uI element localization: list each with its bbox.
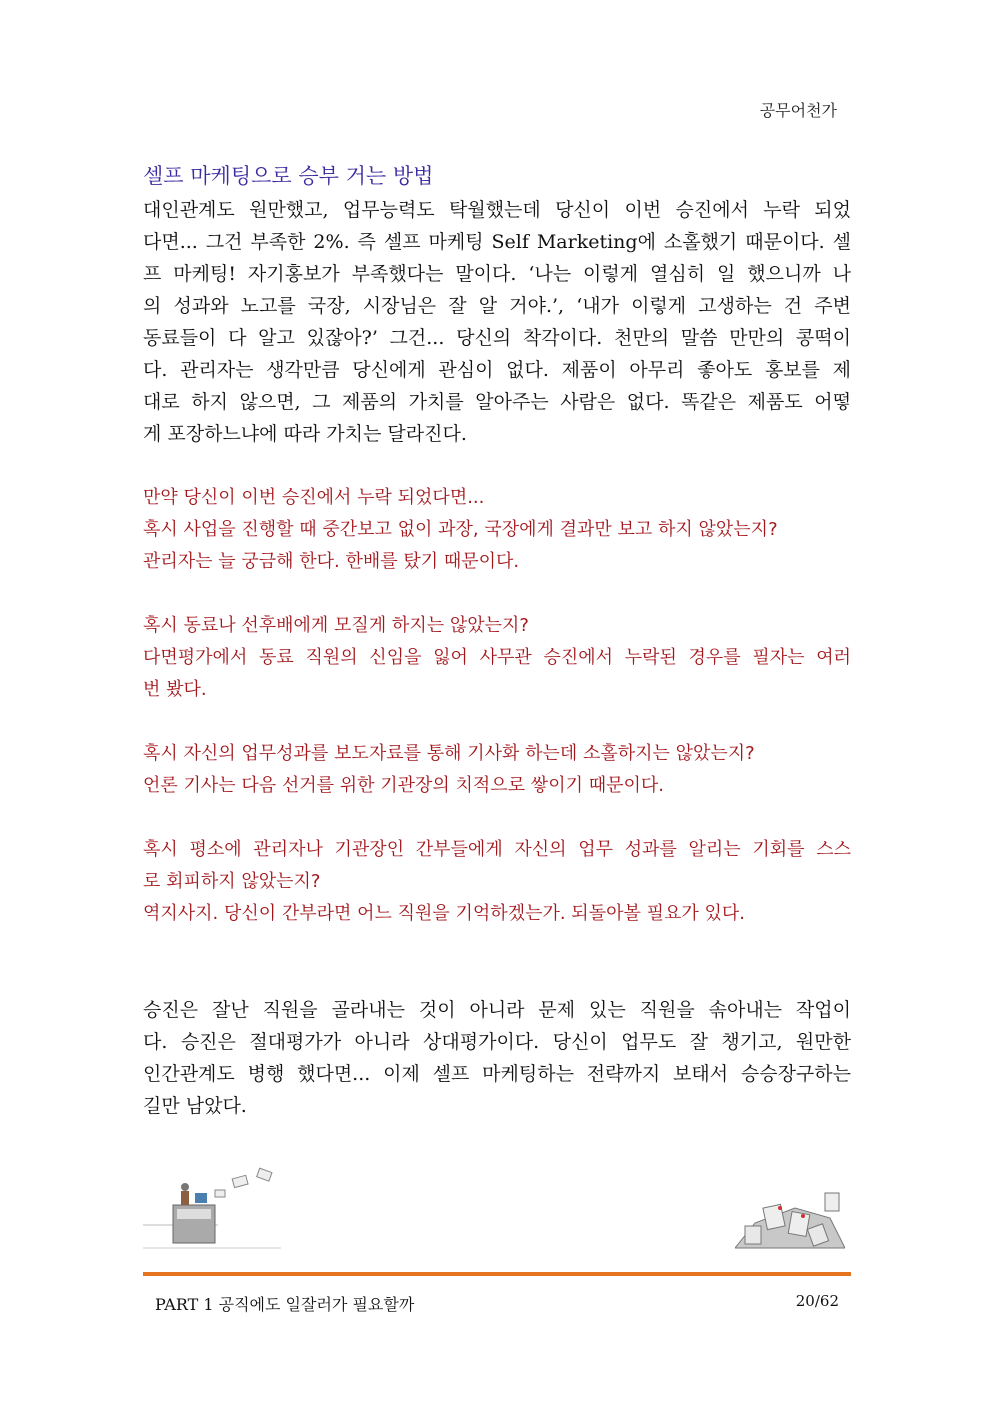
text-line: 프 마케팅! 자기홍보가 부족했다는 말이다. ‘나는 이렇게 열심히 일 했으니까 나 bbox=[143, 263, 851, 285]
text-line: 혹시 자신의 업무성과를 보도자료를 통해 기사화 하는데 소홀하지는 않았는지? bbox=[143, 743, 755, 764]
footer-part-title: PART 1 공직에도 일잘러가 필요할까 bbox=[155, 1295, 415, 1314]
paper-pile-illustration bbox=[735, 1188, 845, 1250]
text-line: 길만 남았다. bbox=[143, 1095, 247, 1117]
running-header: 공무어천가 bbox=[759, 101, 837, 120]
text-line: 대로 하지 않으면, 그 제품의 가치를 알아주는 사람은 없다. 똑같은 제품도 어떻 bbox=[143, 391, 851, 413]
text-line: 대인관계도 원만했고, 업무능력도 탁월했는데 당신이 이번 승진에서 누락 되었 bbox=[143, 199, 851, 221]
page-number: 20/62 bbox=[795, 1292, 839, 1310]
callout-1 bbox=[143, 482, 851, 578]
text-line: 인간관계도 병행 했다면... 이제 셀프 마케팅하는 전략까지 보태서 승승장구하는 bbox=[143, 1063, 851, 1085]
text-line: 언론 기사는 다음 선거를 위한 기관장의 치적으로 쌓이기 때문이다. bbox=[143, 775, 664, 796]
page-content bbox=[143, 160, 851, 1122]
callout-4 bbox=[143, 834, 851, 930]
closing-paragraph bbox=[143, 994, 851, 1122]
text-line: 게 포장하느냐에 따라 가치는 달라진다. bbox=[143, 423, 467, 445]
text-line: 번 봤다. bbox=[143, 679, 207, 700]
callout-3 bbox=[143, 738, 851, 802]
text-line: 혹시 평소에 관리자나 기관장인 간부들에게 자신의 업무 성과를 알리는 기회를 스스 bbox=[143, 839, 851, 860]
section-title: 셀프 마케팅으로 승부 거는 방법 bbox=[143, 164, 434, 188]
text-line: 로 회피하지 않았는지? bbox=[143, 871, 321, 892]
text-line: 혹시 동료나 선후배에게 모질게 하지는 않았는지? bbox=[143, 615, 529, 636]
text-line: 만약 당신이 이번 승진에서 누락 되었다면... bbox=[143, 487, 485, 508]
text-line: 다. 관리자는 생각만큼 당신에게 관심이 없다. 제품이 아무리 좋아도 홍보를 제 bbox=[143, 359, 851, 381]
office-worker-illustration bbox=[143, 1165, 283, 1251]
text-line: 역지사지. 당신이 간부라면 어느 직원을 기억하겠는가. 되돌아볼 필요가 있다. bbox=[143, 903, 745, 924]
text-line: 동료들이 다 알고 있잖아?’ 그건... 당신의 착각이다. 천만의 말씀 만만의 콩떡이 bbox=[143, 327, 851, 349]
text-line: 관리자는 늘 궁금해 한다. 한배를 탔기 때문이다. bbox=[143, 551, 520, 572]
text-line: 다면... 그건 부족한 2%. 즉 셀프 마케팅 Self Marketing에 소홀했기 때문이다. 셀 bbox=[143, 231, 851, 253]
callout-2 bbox=[143, 610, 851, 706]
text-line: 다. 승진은 절대평가가 아니라 상대평가이다. 당신이 업무도 잘 챙기고, 원만한 bbox=[143, 1031, 851, 1053]
intro-paragraph bbox=[143, 194, 851, 450]
text-line: 의 성과와 노고를 국장, 시장님은 잘 알 거야.’, ‘내가 이렇게 고생하는 건 주변 bbox=[143, 295, 851, 317]
text-line: 혹시 사업을 진행할 때 중간보고 없이 과장, 국장에게 결과만 보고 하지 않았는지? bbox=[143, 519, 778, 540]
text-line: 승진은 잘난 직원을 골라내는 것이 아니라 문제 있는 직원을 솎아내는 작업이 bbox=[143, 999, 851, 1021]
footer-rule bbox=[143, 1272, 851, 1276]
text-line: 다면평가에서 동료 직원의 신임을 잃어 사무관 승진에서 누락된 경우를 필자는 여러 bbox=[143, 647, 851, 668]
